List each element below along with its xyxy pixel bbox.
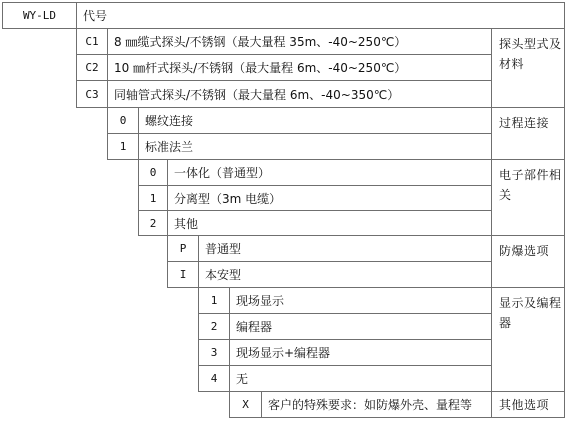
other-desc-x: 客户的特殊要求：如防爆外壳、量程等 [261,391,492,418]
display-desc-1: 现场显示 [229,287,492,314]
section-label-explosion: 防爆选项 [491,235,565,288]
display-desc-3: 现场显示+编程器 [229,339,492,366]
section-label-display: 显示及编程器 [491,287,565,392]
display-code-2: 2 [198,313,230,340]
electronics-code-0: 0 [138,159,168,186]
model-number-cell: WY-LD [2,2,77,29]
electronics-desc-0: 一体化（普通型） [167,159,492,186]
connection-desc-1: 标准法兰 [138,133,492,160]
explosion-desc-i: 本安型 [198,261,492,288]
connection-code-0: 0 [107,107,139,134]
section-label-electronics: 电子部件相关 [491,159,565,236]
display-desc-4: 无 [229,365,492,392]
connection-code-1: 1 [107,133,139,160]
probe-code-c1: C1 [76,28,108,55]
electronics-desc-2: 其他 [167,210,492,236]
explosion-code-i: I [167,261,199,288]
display-code-3: 3 [198,339,230,366]
connection-desc-0: 螺纹连接 [138,107,492,134]
probe-desc-c2: 10 ㎜杆式探头/不锈钢（最大量程 6m、-40~250℃） [107,54,492,81]
explosion-code-p: P [167,235,199,262]
display-code-1: 1 [198,287,230,314]
display-desc-2: 编程器 [229,313,492,340]
probe-desc-c3: 同轴管式探头/不锈钢（最大量程 6m、-40~350℃） [107,80,492,108]
electronics-code-2: 2 [138,210,168,236]
section-label-connection: 过程连接 [491,107,565,160]
probe-code-c3: C3 [76,80,108,108]
other-code-x: X [229,391,262,418]
section-label-probe: 探头型式及材料 [491,28,565,108]
explosion-desc-p: 普通型 [198,235,492,262]
code-header-cell: 代号 [76,2,565,29]
electronics-desc-1: 分离型（3m 电缆） [167,185,492,211]
section-label-other: 其他选项 [491,391,565,418]
probe-desc-c1: 8 ㎜缆式探头/不锈钢（最大量程 35m、-40~250℃） [107,28,492,55]
probe-code-c2: C2 [76,54,108,81]
display-code-4: 4 [198,365,230,392]
electronics-code-1: 1 [138,185,168,211]
